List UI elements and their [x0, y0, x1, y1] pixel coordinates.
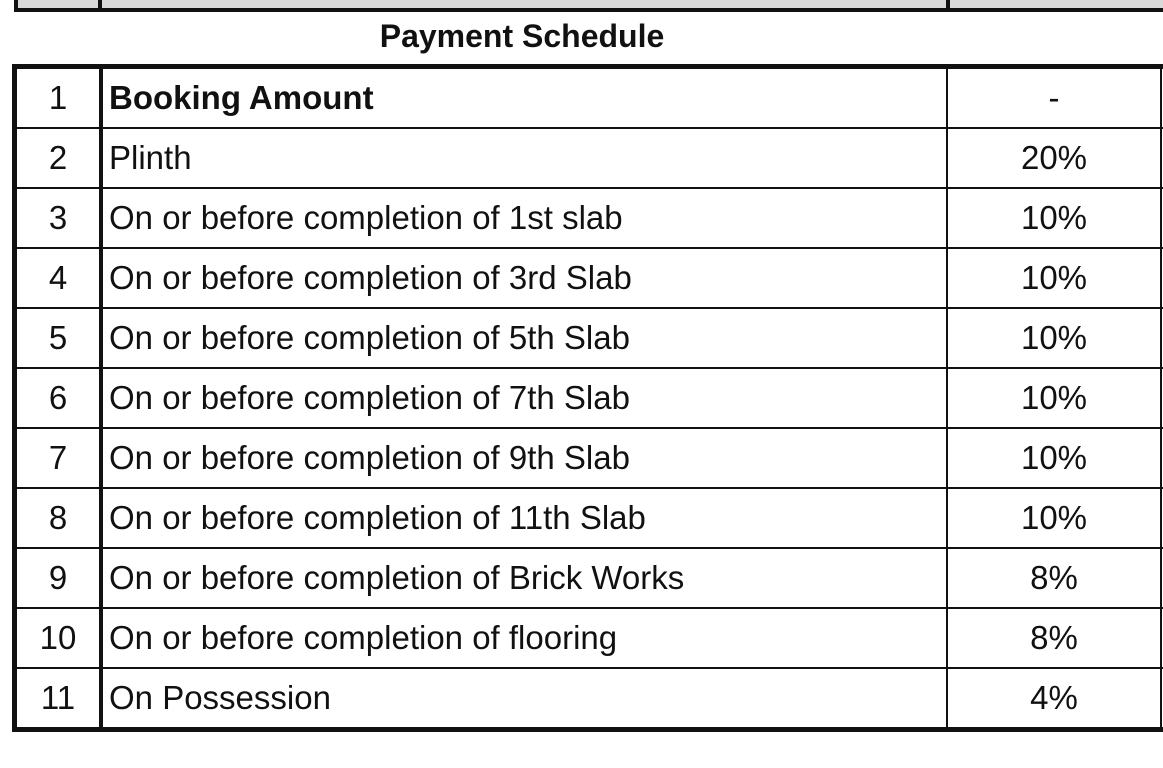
row-stage: On or before completion of 11th Slab — [101, 488, 947, 548]
row-percent: 4% — [947, 668, 1161, 730]
table-row — [15, 368, 1163, 428]
table-row — [15, 488, 1163, 548]
row-percent: 10% — [947, 248, 1161, 308]
table-row — [15, 608, 1163, 668]
row-percent: 10% — [947, 188, 1161, 248]
previous-table-fragment — [14, 0, 1163, 12]
row-stage: On or before completion of Brick Works — [101, 548, 947, 608]
row-number: 9 — [15, 548, 102, 608]
table-row — [15, 428, 1163, 488]
row-stage: Plinth — [101, 128, 947, 188]
table-row — [15, 308, 1163, 368]
row-percent: 10% — [947, 368, 1161, 428]
row-number: 3 — [15, 188, 102, 248]
row-percent: 10% — [947, 428, 1161, 488]
payment-schedule-table — [12, 64, 1163, 732]
row-percent: 10% — [947, 488, 1161, 548]
row-number: 7 — [15, 428, 102, 488]
table-row — [15, 548, 1163, 608]
row-number: 1 — [15, 67, 102, 129]
page-title: Payment Schedule — [379, 18, 665, 54]
row-number: 2 — [15, 128, 102, 188]
row-number: 10 — [15, 608, 102, 668]
row-number: 11 — [15, 668, 102, 730]
row-number: 4 — [15, 248, 102, 308]
row-number: 8 — [15, 488, 102, 548]
row-stage: On or before completion of flooring — [101, 608, 947, 668]
table-row — [15, 188, 1163, 248]
table-row — [15, 67, 1163, 129]
column-divider — [98, 0, 102, 8]
row-percent: 20% — [947, 128, 1161, 188]
row-percent: 8% — [947, 608, 1161, 668]
column-divider — [946, 0, 950, 8]
row-stage: On or before completion of 5th Slab — [101, 308, 947, 368]
row-stage: On Possession — [101, 668, 947, 730]
row-number: 6 — [15, 368, 102, 428]
row-stage: On or before completion of 1st slab — [101, 188, 947, 248]
row-stage: On or before completion of 9th Slab — [101, 428, 947, 488]
table-row — [15, 248, 1163, 308]
row-stage: On or before completion of 3rd Slab — [101, 248, 947, 308]
table-row — [15, 128, 1163, 188]
row-stage: Booking Amount — [101, 67, 947, 129]
row-percent: - — [947, 67, 1161, 129]
row-number: 5 — [15, 308, 102, 368]
row-percent: 10% — [947, 308, 1161, 368]
row-stage: On or before completion of 7th Slab — [101, 368, 947, 428]
table-row — [15, 668, 1163, 730]
row-percent: 8% — [947, 548, 1161, 608]
